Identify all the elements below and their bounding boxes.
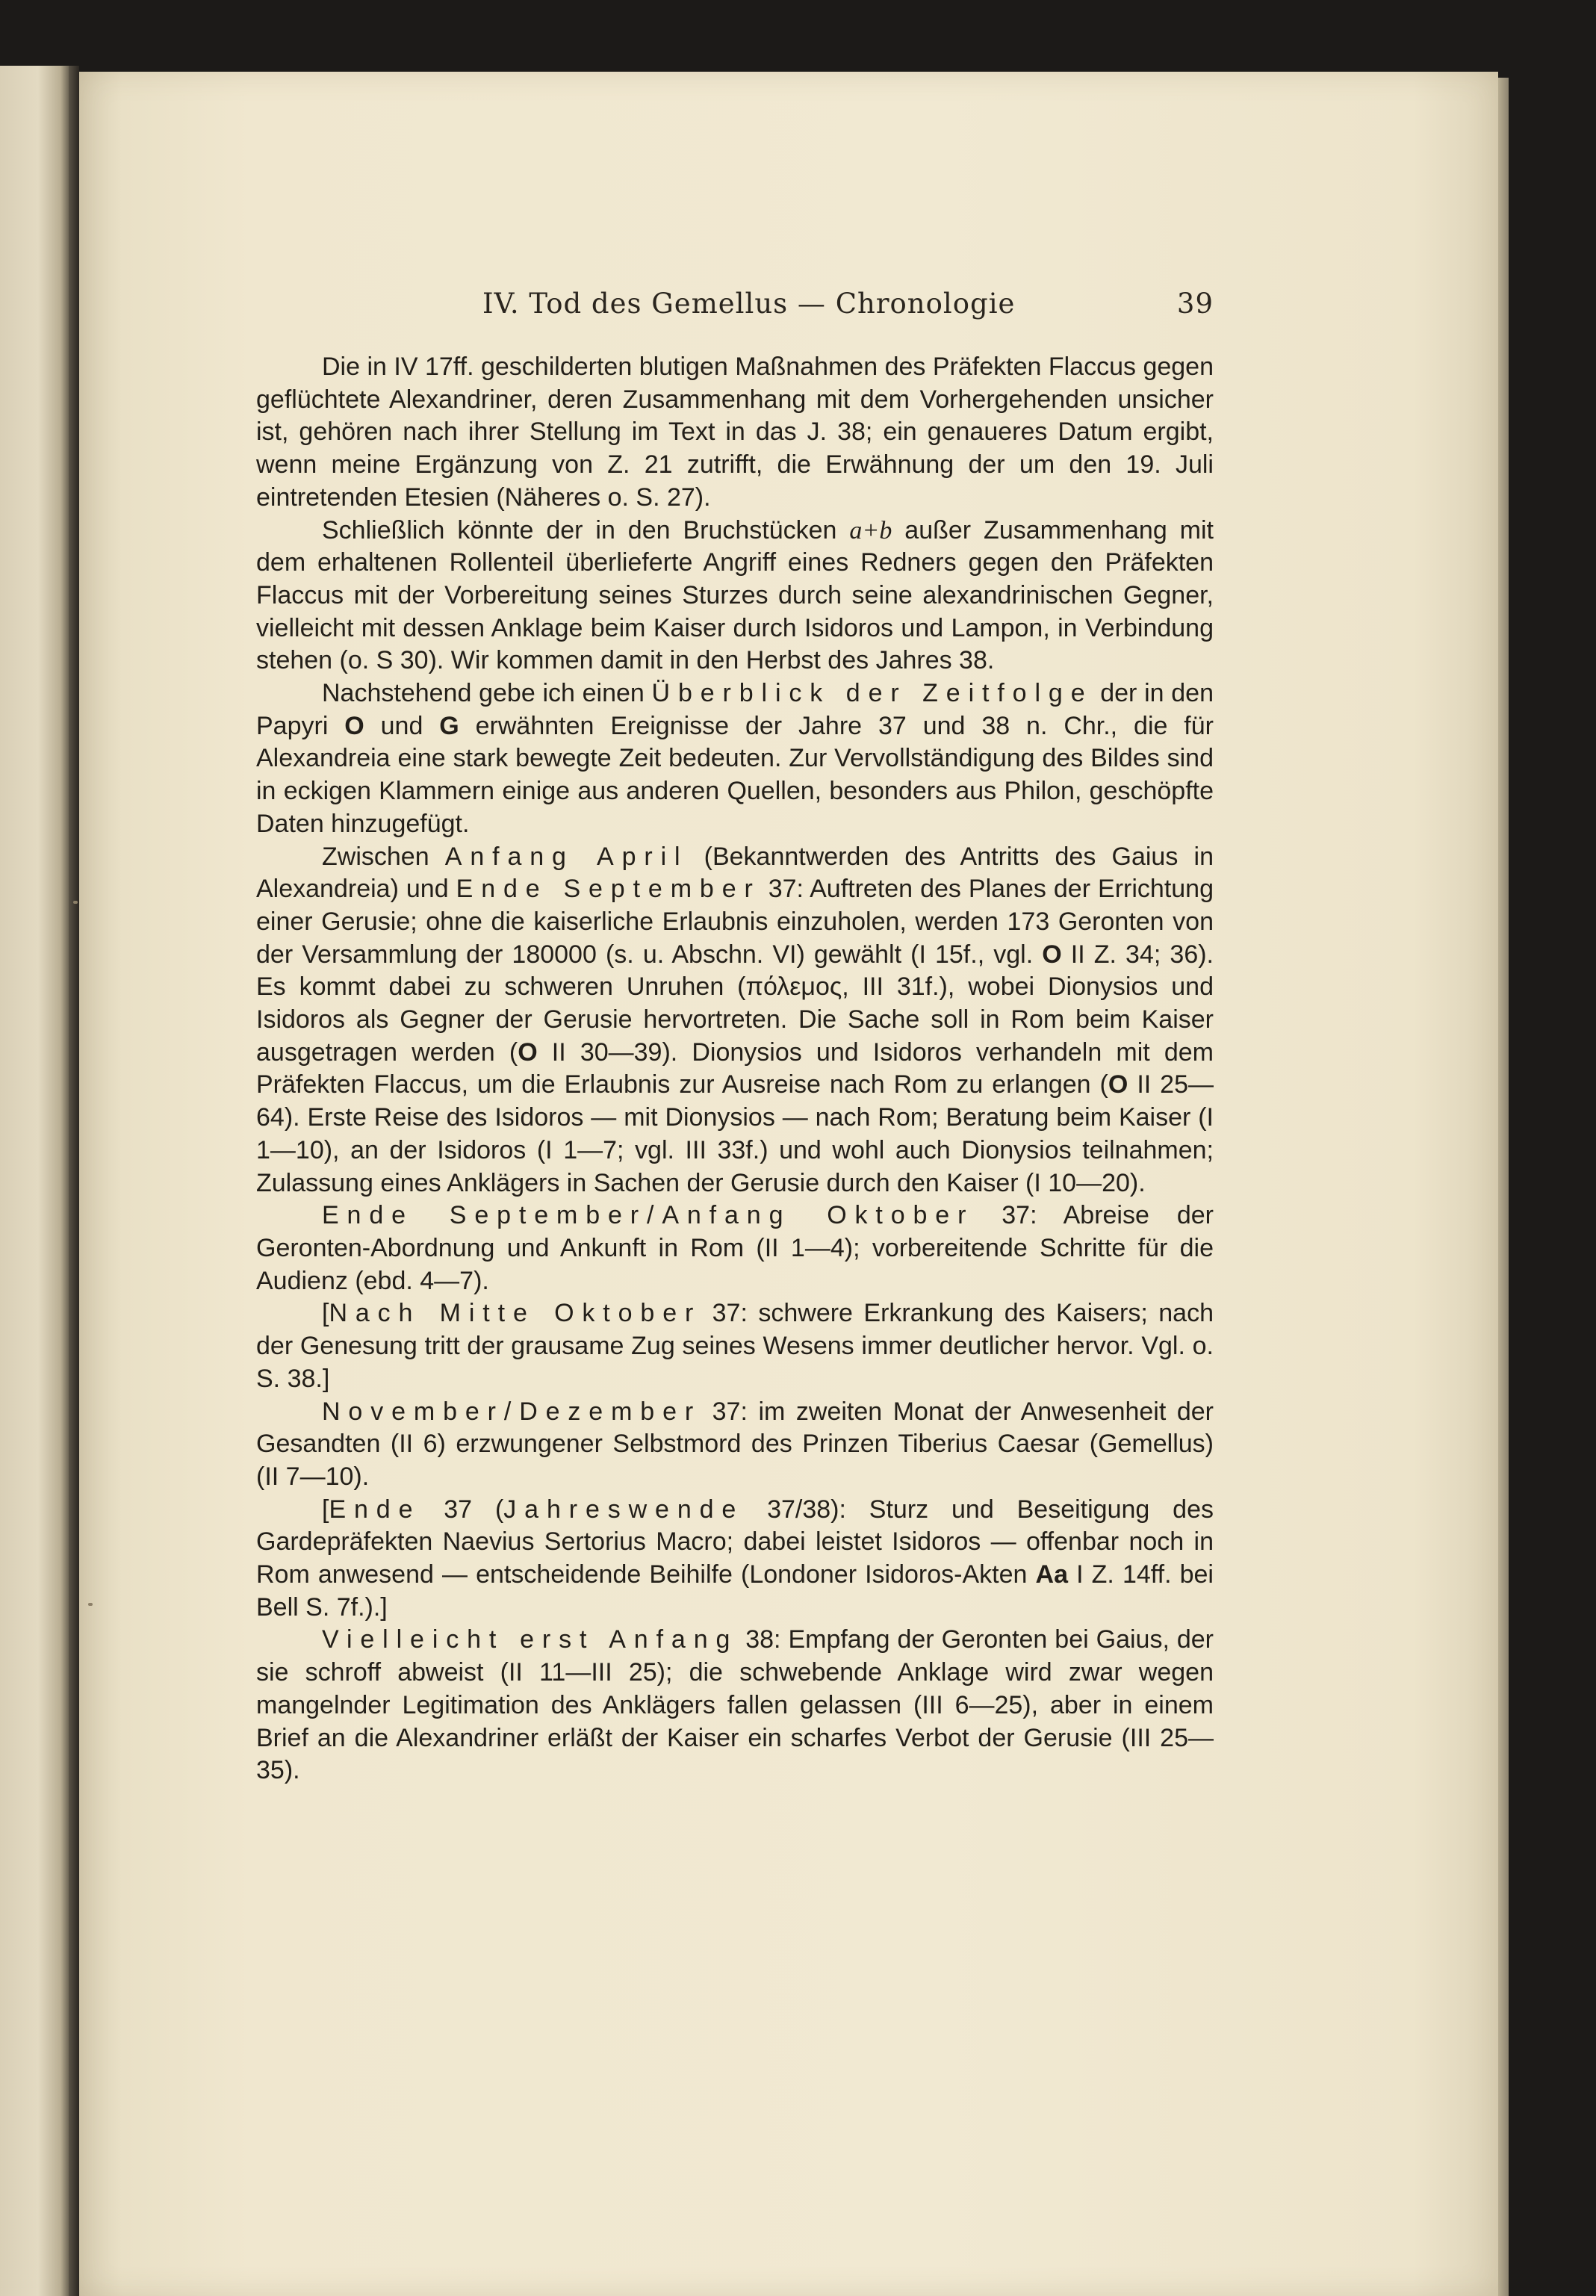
margin-speck [73,901,78,904]
papyrus-siglum: O [344,711,364,740]
math-expression: a+b [849,516,892,544]
spaced-emphasis: November/Dezember [322,1397,702,1426]
spaced-emphasis: Jahreswende [503,1495,745,1524]
papyrus-siglum: O [1108,1070,1128,1099]
paragraph: November/Dezember 37: im zweiten Monat der Anwesenheit der Gesandten (II 6) erzwungener Selbstmord des Prinzen Tiberius Caesar (Gemellus) (II 7—10). [256,1397,1214,1491]
spaced-emphasis: Ende [329,1495,421,1524]
paragraph: Nachstehend gebe ich einen Überblick der Zeitfolge der in den Papyri O und G erwähnten Ereignisse der Jahre 37 und 38 n. Chr., die für Alexandreia eine stark bewegte Zeit bedeuten. Zur Vervollständigung des Bildes sind in eckigen Klammern einige aus anderen Quellen, besonders aus Philon, geschöpfte Daten hinzugefügt. [256,679,1214,838]
paragraph: [Ende 37 (Jahreswende 37/38): Sturz und Beseitigung des Gardepräfekten Naevius Sertorius Macro; dabei leistet Isidoros — offenbar noch in Rom anwesend — entscheidende Beihilfe (Londoner Isidoros-Akten Aa I Z. 14ff. bei Bell S. 7f.).] [256,1495,1214,1622]
book-gutter [69,66,79,2296]
spaced-emphasis: Überblick der Zeitfolge [651,679,1093,708]
body-text [256,351,1214,1787]
spaced-emphasis: Anfang April [444,842,689,871]
spaced-emphasis: Ende September/Anfang Oktober [322,1201,975,1230]
paragraph: [Nach Mitte Oktober 37: schwere Erkrankung des Kaisers; nach der Genesung tritt der grausame Zug seines Wesens immer deutlicher hervor. Vgl. o. S. 38.] [256,1299,1214,1393]
paragraph: Vielleicht erst Anfang 38: Empfang der Geronten bei Gaius, der sie schroff abweist (II 11—III 25); die schwebende Anklage wird zwar wegen mangelnder Legitimation des Anklägers fallen gelassen (III 6—25), aber in einem Brief an die Alexandriner erläßt der Kaiser ein scharfes Verbot der Gerusie (III 25—35). [256,1625,1214,1785]
papyrus-siglum: O [1042,940,1062,969]
page-number: 39 [1176,288,1214,320]
paragraph: Die in IV 17ff. geschilderten blutigen Maßnahmen des Präfekten Flaccus gegen geflüchtete Alexandriner, deren Zusammenhang mit dem Vorhergehenden unsicher ist, gehören nach ihrer Stellung im Text in das J. 38; ein genaueres Datum ergibt, wenn meine Ergänzung von Z. 21 zutrifft, die Erwähnung der um den 19. Juli eintretenden Etesien (Näheres o. S. 27). [256,353,1214,512]
spaced-emphasis: Vielleicht erst Anfang [322,1625,739,1654]
paragraph: Schließlich könnte der in den Bruchstücken a+b außer Zusammenhang mit dem erhaltenen Rollenteil überlieferte Angriff eines Redners gegen den Präfekten Flaccus mit der Vorbereitung seines Sturzes durch seine alexandrinischen Gegner, vielleicht mit dessen Anklage beim Kaiser durch Isidoros und Lampon, in Verbindung stehen (o. S 30). Wir kommen damit in den Herbst des Jahres 38. [256,515,1214,675]
running-title: IV. Tod des Gemellus — Chronologie [482,288,1016,320]
paragraph: Ende September/Anfang Oktober 37: Abreise der Geronten-Abordnung und Ankunft in Rom (II 1—4); vorbereitende Schritte für die Audienz (ebd. 4—7). [256,1201,1214,1295]
papyrus-siglum: Aa [1035,1560,1068,1589]
margin-speck [88,1603,93,1606]
right-page-edge [1498,78,1509,2296]
papyrus-siglum: O [518,1037,538,1067]
paragraph: Zwischen Anfang April (Bekanntwerden des Antritts des Gaius in Alexandreia) und Ende September 37: Auftreten des Planes der Errichtung einer Gerusie; ohne die kaiserliche Erlaubnis einzuholen, werden 173 Geronten von der Versammlung der 180000 (s. u. Abschn. VI) gewählt (I 15f., vgl. O II Z. 34; 36). Es kommt dabei zu schweren Unruhen (πόλεμος, III 31f.), wobei Dionysios und Isidoros als Gegner der Gerusie hervortreten. Die Sache soll in Rom beim Kaiser ausgetragen werden (O II 30—39). Dionysios und Isidoros verhandeln mit dem Präfekten Flaccus, um die Erlaubnis zur Ausreise nach Rom zu erlangen (O II 25—64). Erste Reise des Isidoros — mit Dionysios — nach Rom; Beratung beim Kaiser (I 1—10), an der Isidoros (I 1—7; vgl. III 33f.) und wohl auch Dionysios teilnahmen; Zulassung eines Anklägers in Sachen der Gerusie durch den Kaiser (I 10—20). [256,842,1214,1197]
left-page-edge [0,66,69,2296]
papyrus-siglum: G [439,711,459,740]
spaced-emphasis: Ende September [456,875,761,904]
spaced-emphasis: Nach Mitte Oktober [329,1299,702,1328]
